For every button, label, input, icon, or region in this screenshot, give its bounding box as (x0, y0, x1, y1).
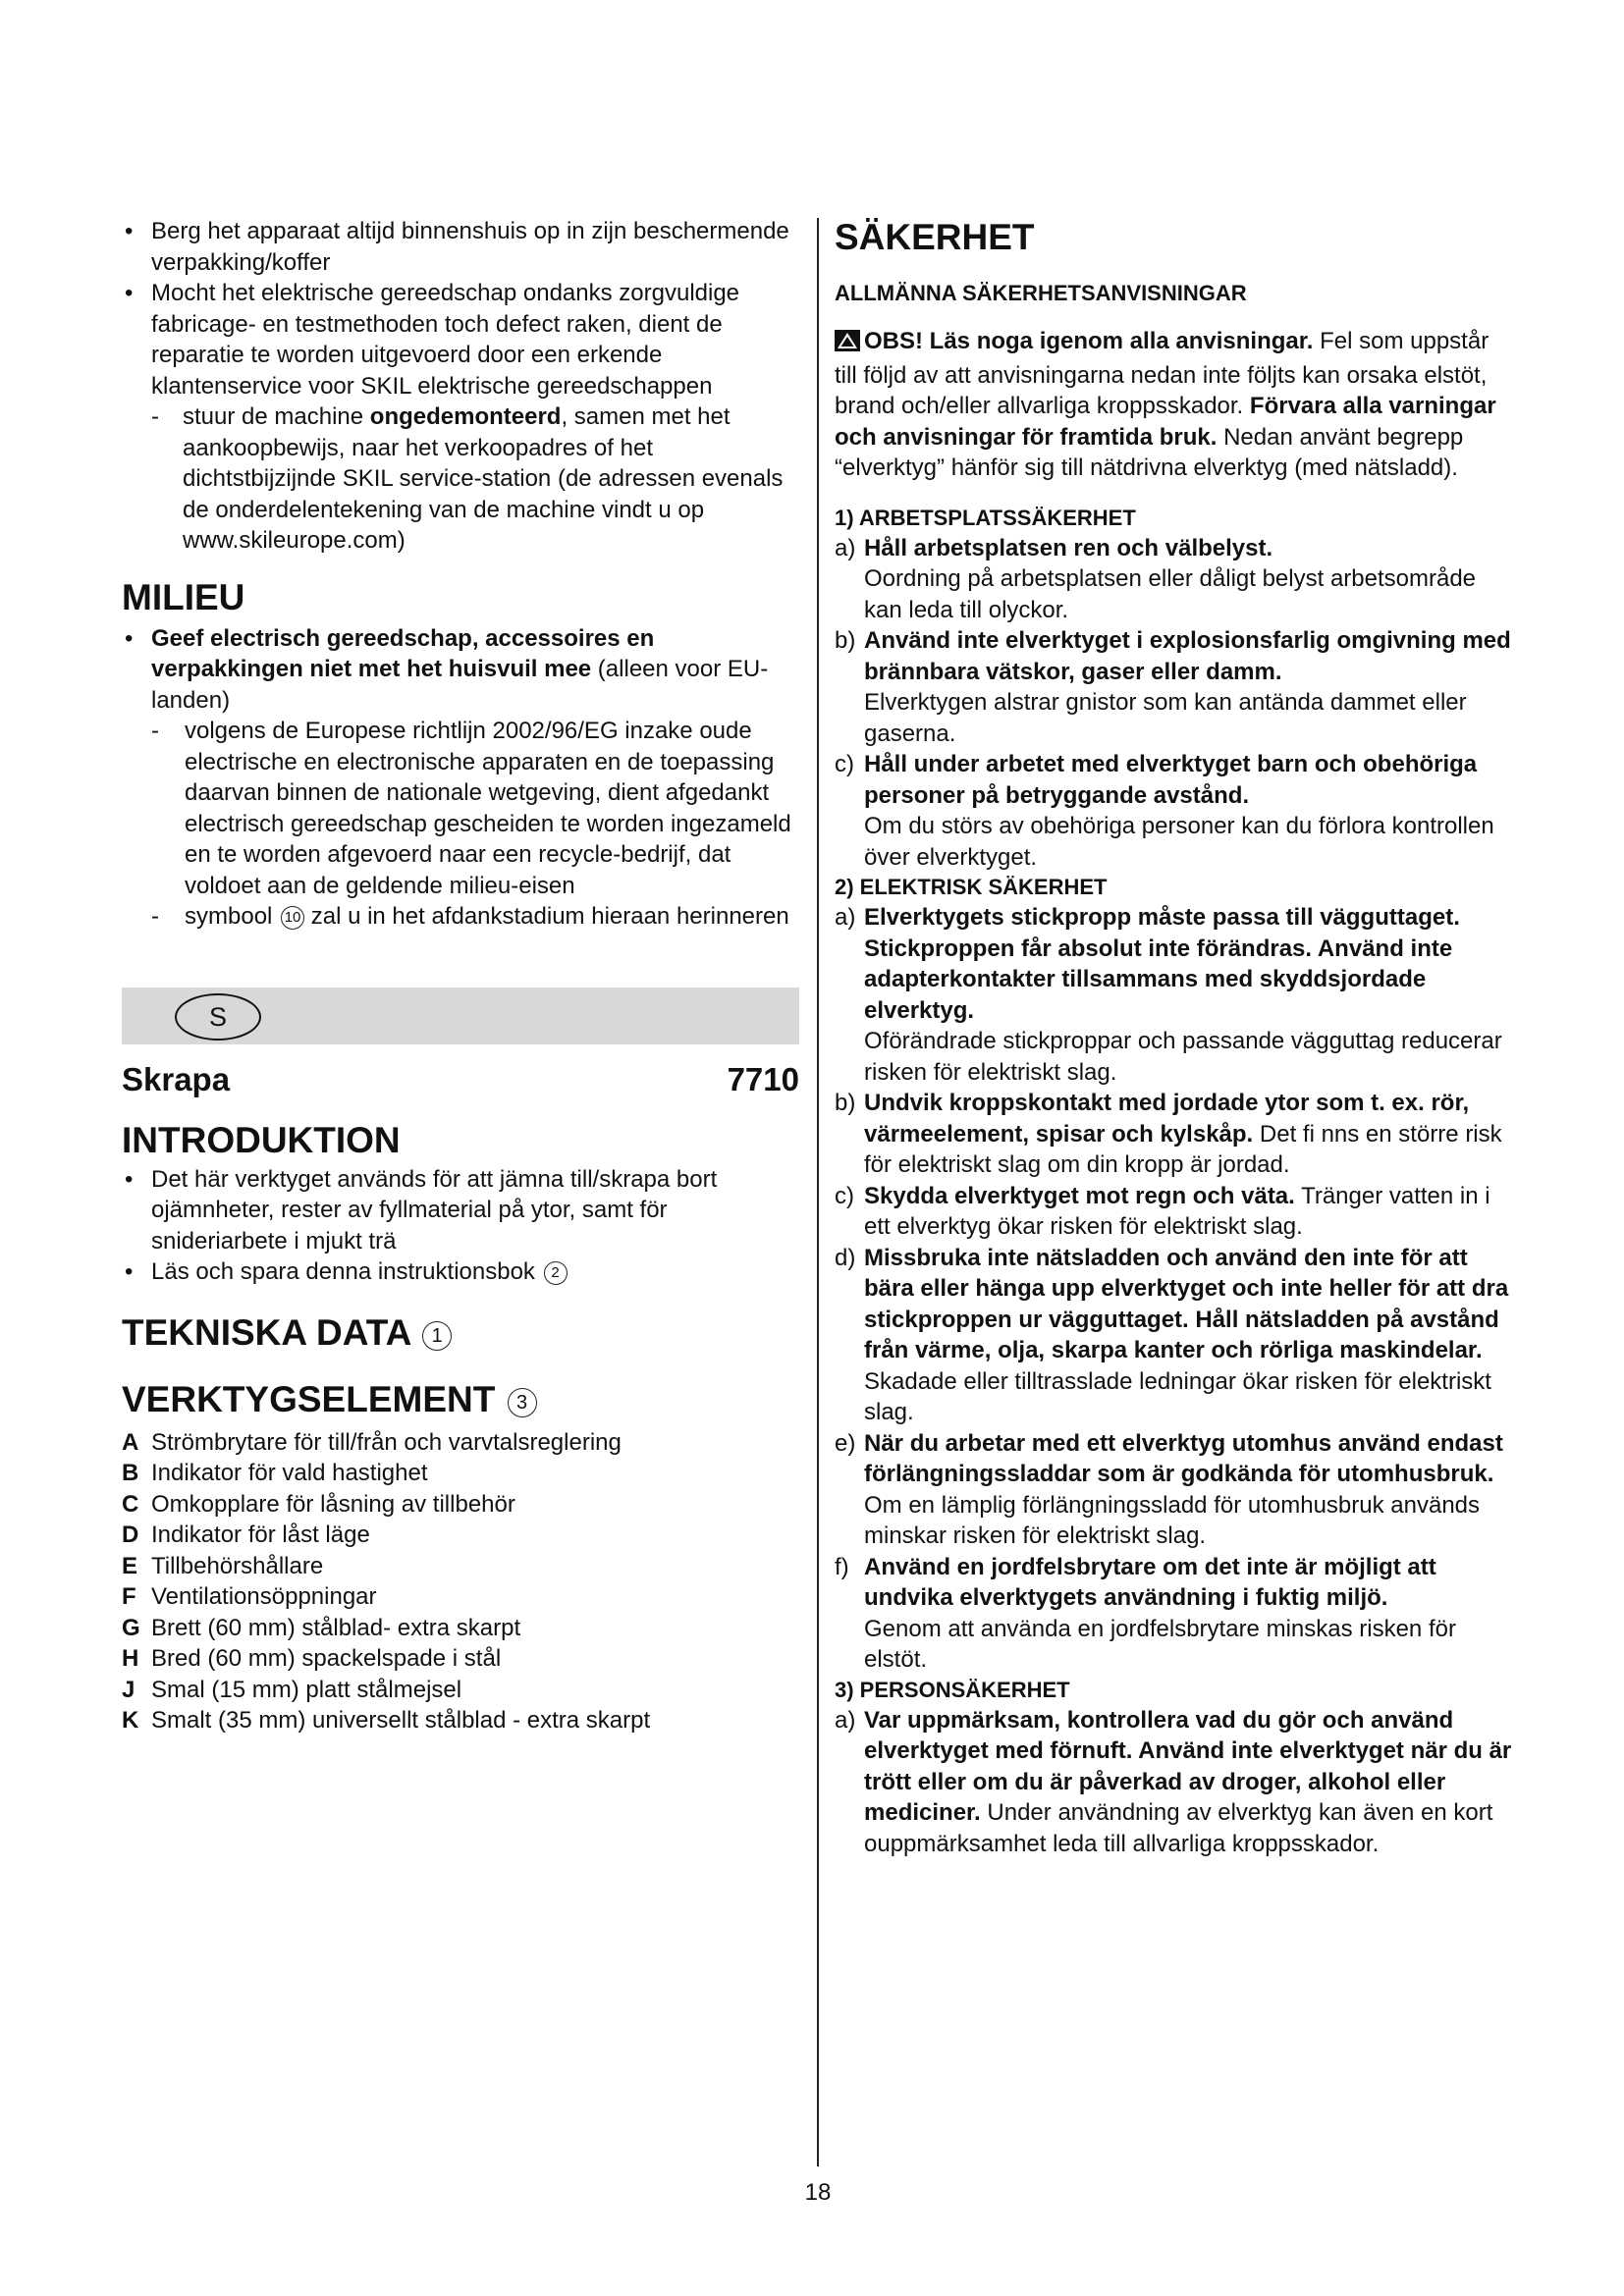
product-name: Skrapa (122, 1060, 231, 1097)
list-item: a) Var uppmärksam, kontrollera vad du gör och använd elverktyget med förnuft. Använd inte elverktyget när du är trött eller om du är påverkad av droger, alkohol eller mediciner. Under användning av elverktyg kan även en kort ouppmärksamhet leda till allvarliga kroppsskador. (835, 1706, 1512, 1857)
list-item: H Bred (60 mm) spackelspade i stål (122, 1645, 502, 1672)
list-item: c) Håll under arbetet med elverktyget barn och obehöriga personer på betryggande avstånd. Om du störs av obehöriga personer kan du förlora kontrollen över elverktyget. (835, 751, 1494, 871)
section-heading-elektrisk: 2) ELEKTRISK SÄKERHET (835, 875, 1108, 899)
list-item: B Indikator för vald hastighet (122, 1460, 428, 1486)
subheading-allmanna: ALLMÄNNA SÄKERHETSANVISNINGAR (835, 281, 1247, 305)
column-divider (817, 218, 819, 2166)
section-heading-verktygselement: VERKTYGSELEMENT 3 (122, 1378, 799, 1421)
list-item: e) När du arbetar med ett elverktyg utomhus använd endast förlängningssladdar som är godkända för utomhusbruk. Om en lämplig förlängningssladd för utomhusbruk används minskar risken för elektriskt slag. (835, 1429, 1503, 1549)
section-heading-tekniska-data: TEKNISKA DATA 1 (122, 1311, 799, 1355)
language-badge: S (175, 993, 261, 1041)
right-column (835, 216, 1517, 1859)
section-heading-introduktion: INTRODUKTION (122, 1119, 401, 1160)
section-heading-sakerhet: SÄKERHET (835, 217, 1035, 257)
list-item: a) Elverktygets stickpropp måste passa till vägguttaget. Stickproppen får absolut inte förändras. Använd inte adapterkontakter tillsammans med skyddsjordade elverktyg. Oförändrade stickproppar och passande vägguttag reducerar risken för elektriskt slag. (835, 904, 1502, 1086)
number-circle-icon: 1 (422, 1321, 452, 1351)
list-item: J Smal (15 mm) platt stålmejsel (122, 1676, 462, 1703)
number-circle-icon: 3 (508, 1388, 537, 1417)
list-item: a) Håll arbetsplatsen ren och välbelyst. Oordning på arbetsplatsen eller dåligt belyst arbetsområde kan leda till olyckor. (835, 534, 1477, 623)
product-title-line (122, 1060, 799, 1099)
list-item: D Indikator för låst läge (122, 1522, 370, 1548)
list-item: • Läs och spara denna instruktionsbok 2 (122, 1256, 799, 1288)
list-item: b) Använd inte elverktyget i explosionsfarlig omgivning med brännbara vätskor, gaser eller damm. Elverktygen alstrar gnistor som kan antända dammet eller gaserna. (835, 627, 1511, 747)
list-item: - stuur de machine ongedemonteerd, samen met het aankoopbewijs, naar het verkoopadres of het dichtstbijzijnde SKIL service-station (de adressen evenals de onderdelentekening van de machine vindt u op www.skileurope.com) (122, 401, 799, 557)
list-item: • Berg het apparaat altijd binnenshuis op in zijn beschermende verpakking/koffer (122, 216, 799, 278)
list-item: b) Undvik kroppskontakt med jordade ytor som t. ex. rör, värmeelement, spisar och kylskåp. Det fi nns en större risk för elektriskt slag om din kropp är jordad. (835, 1090, 1502, 1178)
number-circle-icon: 2 (544, 1261, 568, 1285)
list-item: A Strömbrytare för till/från och varvtalsreglering (122, 1428, 622, 1456)
list-item: c) Skydda elverktyget mot regn och väta. Tränger vatten in i ett elverktyg ökar risken för elektriskt slag. (835, 1182, 1490, 1240)
list-item: d) Missbruka inte nätsladden och använd den inte för att bära eller hänga upp elverktyget och inte heller för att dra stickproppen ur vägguttaget. Håll nätsladden på avstånd från värme, olja, skarpa kanter och rörliga maskindelar. Skadade eller tilltrasslade ledningar ökar risken för elektriskt slag. (835, 1244, 1509, 1425)
list-item: E Tillbehörshållare (122, 1552, 324, 1579)
list-item: G Brett (60 mm) stålblad- extra skarpt (122, 1614, 521, 1641)
list-item: C Omkopplare för låsning av tillbehör (122, 1490, 515, 1518)
list-item: • Mocht het elektrische gereedschap ondanks zorgvuldige fabricage- en testmethoden toch defect raken, dient de reparatie te worden uitgevoerd door een erkende klantenservice voor SKIL elektrische gereedschappen (122, 278, 799, 401)
language-banner (122, 988, 799, 1044)
list-item: • Geef electrisch gereedschap, accessoires en verpakkingen niet met het huisvuil mee (alleen voor EU-landen) (122, 623, 799, 717)
parts-list (122, 1427, 799, 1736)
warning-icon (835, 329, 860, 360)
page-number: 18 (804, 2179, 832, 2206)
product-number: 7710 (727, 1060, 799, 1097)
left-column (122, 216, 799, 1736)
list-item: - volgens de Europese richtlijn 2002/96/EG inzake oude electrische en electronische apparaten en de toepassing daarvan binnen de nationale wetgeving, dient afgedankt electrisch gereedschap gescheiden te worden ingezameld en te worden afgevoerd naar een recycle-bedrijf, dat voldoet aan de geldende milieu-eisen (122, 716, 799, 901)
list-item: K Smalt (35 mm) universellt stålblad - extra skarpt (122, 1707, 651, 1734)
list-item: - symbool 10 zal u in het afdankstadium hieraan herinneren (122, 901, 799, 933)
section-heading-milieu: MILIEU (122, 576, 245, 617)
section-heading-arbetsplats: 1) ARBETSPLATSSÄKERHET (835, 505, 1136, 530)
list-item: f) Använd en jordfelsbrytare om det inte är möjligt att undvika elverktygets användning i fuktig miljö. Genom att använda en jordfelsbrytare minskas risken för elstöt. (835, 1553, 1456, 1673)
obs-paragraph: OBS! Läs noga igenom alla anvisningar. Fel som uppstår till följd av att anvisningarna nedan inte följts kan orsaka elstöt, brand och/eller allvarliga kroppsskador. Förvara alla varningar och anvisningar för framtida bruk. Nedan använt begrepp “elverktyg” hänför sig till nätdrivna elverktyg (med nätsladd). (835, 328, 1496, 481)
list-item: • Det här verktyget används för att jämna till/skrapa bort ojämnheter, rester av fyllmaterial på ytor, samt för snideriarbete i mjukt trä (122, 1164, 799, 1257)
list-item: F Ventilationsöppningar (122, 1583, 377, 1610)
section-heading-person: 3) PERSONSÄKERHET (835, 1677, 1070, 1702)
number-circle-icon: 10 (281, 906, 304, 930)
